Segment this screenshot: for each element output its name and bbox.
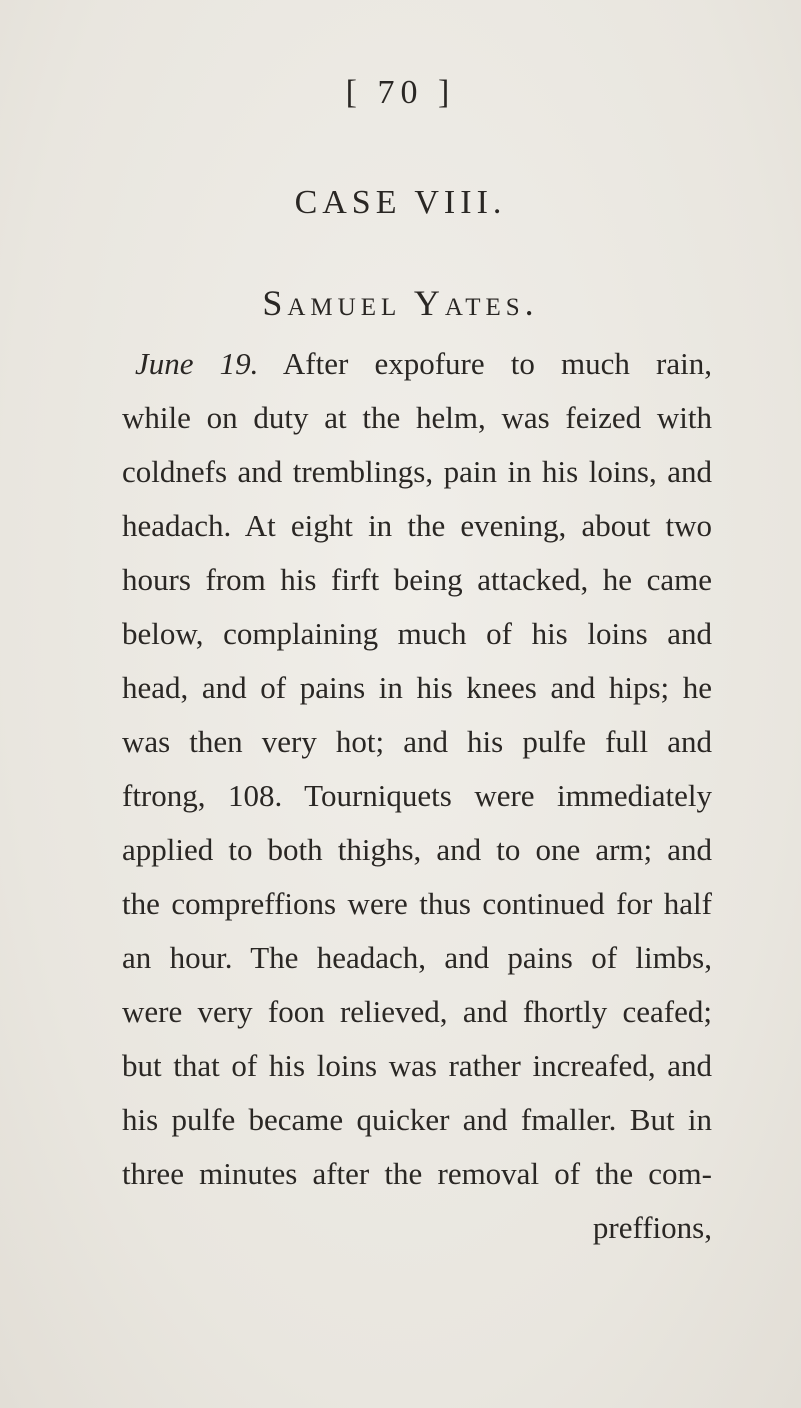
- case-body-text: [122, 337, 712, 1255]
- page-number: [ 70 ]: [345, 74, 456, 111]
- body-line: headach. At eight in the evening, about two: [122, 508, 712, 543]
- body-line: his pulfe became quicker and fmaller. But in: [122, 1102, 712, 1137]
- case-heading: CASE VIII.: [294, 184, 507, 221]
- body-line: was then very hot; and his pulfe full and: [122, 724, 712, 759]
- body-line: the compreffions were thus continued for half: [122, 886, 712, 921]
- body-line: [122, 337, 712, 391]
- body-line-text: After expofure to much rain,: [258, 346, 712, 381]
- body-line: while on duty at the helm, was feized with: [122, 400, 712, 435]
- body-line: head, and of pains in his knees and hips; he: [122, 670, 712, 705]
- body-line: but that of his loins was rather increafed, and: [122, 1048, 712, 1083]
- body-line: below, complaining much of his loins and: [122, 616, 712, 651]
- body-line: ftrong, 108. Tourniquets were immediately: [122, 778, 712, 813]
- body-line: coldnefs and tremblings, pain in his loins, and: [122, 454, 712, 489]
- body-line: hours from his firft being attacked, he came: [122, 562, 712, 597]
- catchword: preffions,: [592, 1210, 712, 1245]
- entry-date: June 19.: [135, 346, 259, 381]
- body-line: three minutes after the removal of the com-: [122, 1156, 712, 1191]
- body-line: an hour. The headach, and pains of limbs,: [122, 940, 712, 975]
- body-line: applied to both thighs, and to one arm; and: [122, 832, 712, 867]
- patient-name: Samuel Yates.: [262, 283, 539, 323]
- body-line: were very foon relieved, and fhortly ceafed;: [122, 994, 712, 1029]
